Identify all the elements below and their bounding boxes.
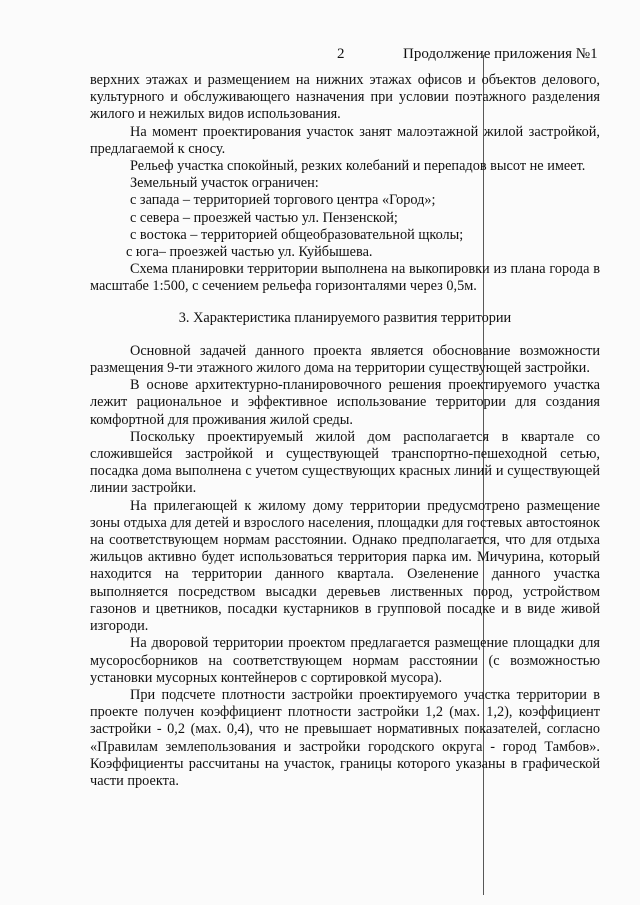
boundary-north: с севера – проезжей частью ул. Пензенской; bbox=[130, 209, 398, 226]
boundary-east: с востока – территорией общеобразовательной щколы; bbox=[130, 226, 464, 243]
paragraph-waste-collection: На дворовой территории проектом предлагается размещение площадки для мусоросборников на соответствующем нормам расстоянии (с возможностью установки мусорных контейнеров с сортировкой мусора). bbox=[90, 635, 600, 686]
paragraph-placement: Поскольку проектируемый жилой дом располагается в квартале со сложившейся застройкой и существующей транспортно-пешеходной сетью, посадка дома выполнена с учетом существующих красных линий и существующей линии застройки. bbox=[90, 428, 600, 497]
paragraph-relief: Рельеф участка спокойный, резких колебаний и перепадов высот не имеет. bbox=[130, 158, 586, 175]
paragraph-main-task: Основной задачей данного проекта является обоснование возможности размещения 9-ти этажного жилого дома на территории существующей застройки. bbox=[90, 342, 600, 377]
section-heading: 3. Характеристика планируемого развития территории bbox=[178, 309, 512, 326]
boundary-west: с запада – территорией торгового центра «Город»; bbox=[130, 192, 436, 209]
paragraph-density: При подсчете плотности застройки проектируемого участка территории в проекте получен коэффициент плотности застройки 1,2 (мах. 1,2), коэффициент застройки - 0,2 (мах. 0,4), что не превышает нормативных показателей, согласно «Правилам землепользования и застройки городского округа - город Тамбов». Коэффициенты рассчитаны на участок, границы которого указаны в графической части проекта. bbox=[90, 686, 600, 789]
document-body bbox=[90, 72, 600, 790]
boundaries-intro: Земельный участок ограничен: bbox=[130, 175, 319, 192]
paragraph-site-occupancy: На момент проектирования участок занят малоэтажной жилой застройкой, предлагаемой к сносу. bbox=[90, 123, 600, 157]
page-number: 2 bbox=[337, 46, 345, 62]
paragraph-architecture: В основе архитектурно-планировочного решения проектируемого участка лежит рациональное и эффективное использование территории для создания комфортной для проживания жилой среды. bbox=[90, 377, 600, 428]
paragraph-continuation: верхних этажах и размещением на нижних этажах офисов и объектов делового, культурного и обслуживающего назначения при условии поэтажного разделения жилого и нежилых видов использования. bbox=[90, 72, 600, 123]
boundary-south: с юга– проезжей частью ул. Куйбышева. bbox=[126, 244, 373, 261]
paragraph-adjacent-territory: На прилегающей к жилому дому территории предусмотрено размещение зоны отдыха для детей и взрослого населения, площадки для гостевых автостоянок на соответствующем нормам расстоянии. Однако предполагается, что для отдыха жильцов активно будет использоваться территория парка им. Мичурина, который находится на территории данного квартала. Озеленение данного участка выполняется посредством высадки деревьев лиственных пород, устройством газонов и цветников, посадки кустарников в групповой посадке и в виде живой изгороди. bbox=[90, 497, 600, 635]
paragraph-scheme: Схема планировки территории выполнена на выкопировки из плана города в масштабе 1:500, с сечением рельефа горизонталями через 0,5м. bbox=[90, 261, 600, 295]
appendix-header: Продолжение приложения №1 bbox=[403, 46, 598, 62]
boundaries-list bbox=[90, 175, 600, 261]
